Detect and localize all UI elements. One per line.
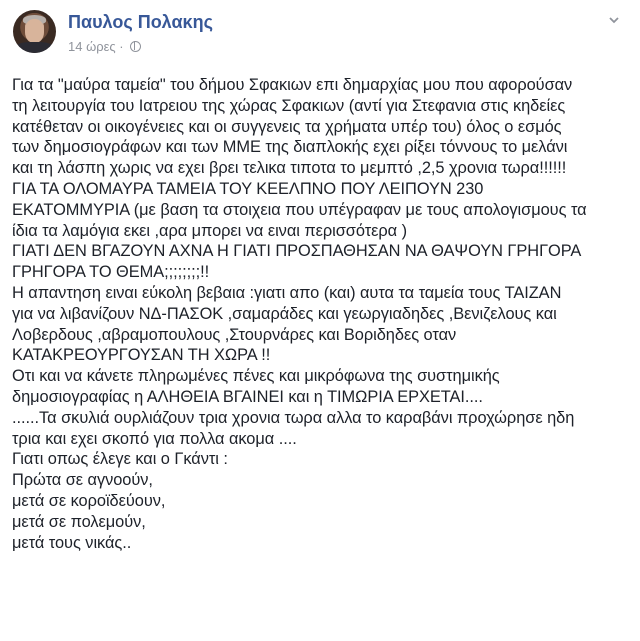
post-text-line: και τη λάσπη χωρις να εχει βρει τελικα τιποτα το μεμπτό ,2,5 χρονια τωρα!!!!!! xyxy=(12,159,567,178)
post-text-line: τη λειτουργία του Ιατρειου της χώρας Σφακιων (αντί για Στεφανια στις κηδείες xyxy=(12,96,566,115)
post-text-line: κατέθεταν οι οικογένειες και οι συγγενεις τα χρήματα υπέρ του) όλος ο εσμός xyxy=(12,117,562,136)
post-text-line: Η απαντηση ειναι εύκολη βεβαια :γιατι απο (και) αυτα τα ταμεία τους ΤΑΙΖΑΝ xyxy=(12,283,562,302)
chevron-down-icon[interactable] xyxy=(608,14,620,26)
post-text-line: ΕΚΑΤΟΜΜΥΡΙΑ (με βαση τα στοιχεια που υπέγραφαν με τους απολογισμους τα xyxy=(12,200,587,219)
post-text-line: ΚΑΤΑΚΡΕΟΥΡΓΟΥΣΑΝ ΤΗ ΧΩΡΑ !! xyxy=(12,346,271,365)
globe-icon[interactable] xyxy=(130,41,141,52)
post-text-line: ίδια τα λαμόγια εκει ,αρα μπορει να ειναι περισσότερα ) xyxy=(12,221,407,240)
post-text-line: Για τα "μαύρα ταμεία" του δήμου Σφακιων επι δημαρχίας μου που αφορούσαν xyxy=(12,76,573,94)
post-text-line: ΓΡΗΓΟΡΑ ΤΟ ΘΕΜΑ;;;;;;;;!! xyxy=(12,263,210,282)
avatar[interactable] xyxy=(13,10,56,53)
post-text-line: μετά τους νικάς.. xyxy=(12,533,132,552)
post-text-line: ΓΙΑΤΙ ΔΕΝ ΒΓΑΖΟΥΝ ΑΧΝΑ Η ΓΙΑΤΙ ΠΡΟΣΠΑΘΗΣΑΝ ΝΑ ΘΑΨΟΥΝ ΓΡΗΓΟΡΑ xyxy=(12,242,582,261)
post-text-line: ......Τα σκυλιά ουρλιάζουν τρια χρονια τωρα αλλα το καραβάνι προχώρησε ηδη xyxy=(12,408,575,427)
post-text-line: Λοβερδους ,αβραμοπουλους ,Στουρνάρες και Βοριδηδες οταν xyxy=(12,325,457,344)
post-text-line: μετά σε κοροϊδεύουν, xyxy=(12,491,166,510)
post-text-line: δημοσιογραφίας η ΑΛΗΘΕΙΑ ΒΓΑΙΝΕΙ και η ΤΙΜΩΡΙΑ ΕΡΧΕΤΑΙ.... xyxy=(12,387,483,406)
post-text-line: ΓΙΑ ΤΑ ΟΛΟΜΑΥΡΑ ΤΑΜΕΙΑ ΤΟΥ ΚΕΕΛΠΝΟ ΠΟΥ ΛΕΙΠΟΥΝ 230 xyxy=(12,179,484,198)
post-text-line: για να λιβανίζουν ΝΔ-ΠΑΣΟΚ ,σαμαράδες και γεωργιαδηδες ,Βενιζελους και xyxy=(12,304,557,323)
author-name-link[interactable]: Παυλος Πολακης xyxy=(68,12,213,32)
post-text-line: μετά σε πολεμούν, xyxy=(12,512,146,531)
post-meta xyxy=(68,39,141,54)
post-body xyxy=(12,75,632,553)
post-text-line: Οτι και να κάνετε πληρωμένες πένες και μικρόφωνα της συστημικής xyxy=(12,367,500,386)
post-timestamp[interactable]: 14 ώρες · xyxy=(68,39,124,54)
post-text-line: Πρώτα σε αγνοούν, xyxy=(12,471,153,490)
post-text-line: Γιατι οπως έλεγε και ο Γκάντι : xyxy=(12,450,228,469)
post-text-line: τρια και εχει σκοπό για πολλα ακομα .... xyxy=(12,429,297,448)
post-text-line: των δημοσιογράφων και των ΜΜΕ της διαπλοκής εχει ρίξει τόννους το μελάνι xyxy=(12,138,568,157)
